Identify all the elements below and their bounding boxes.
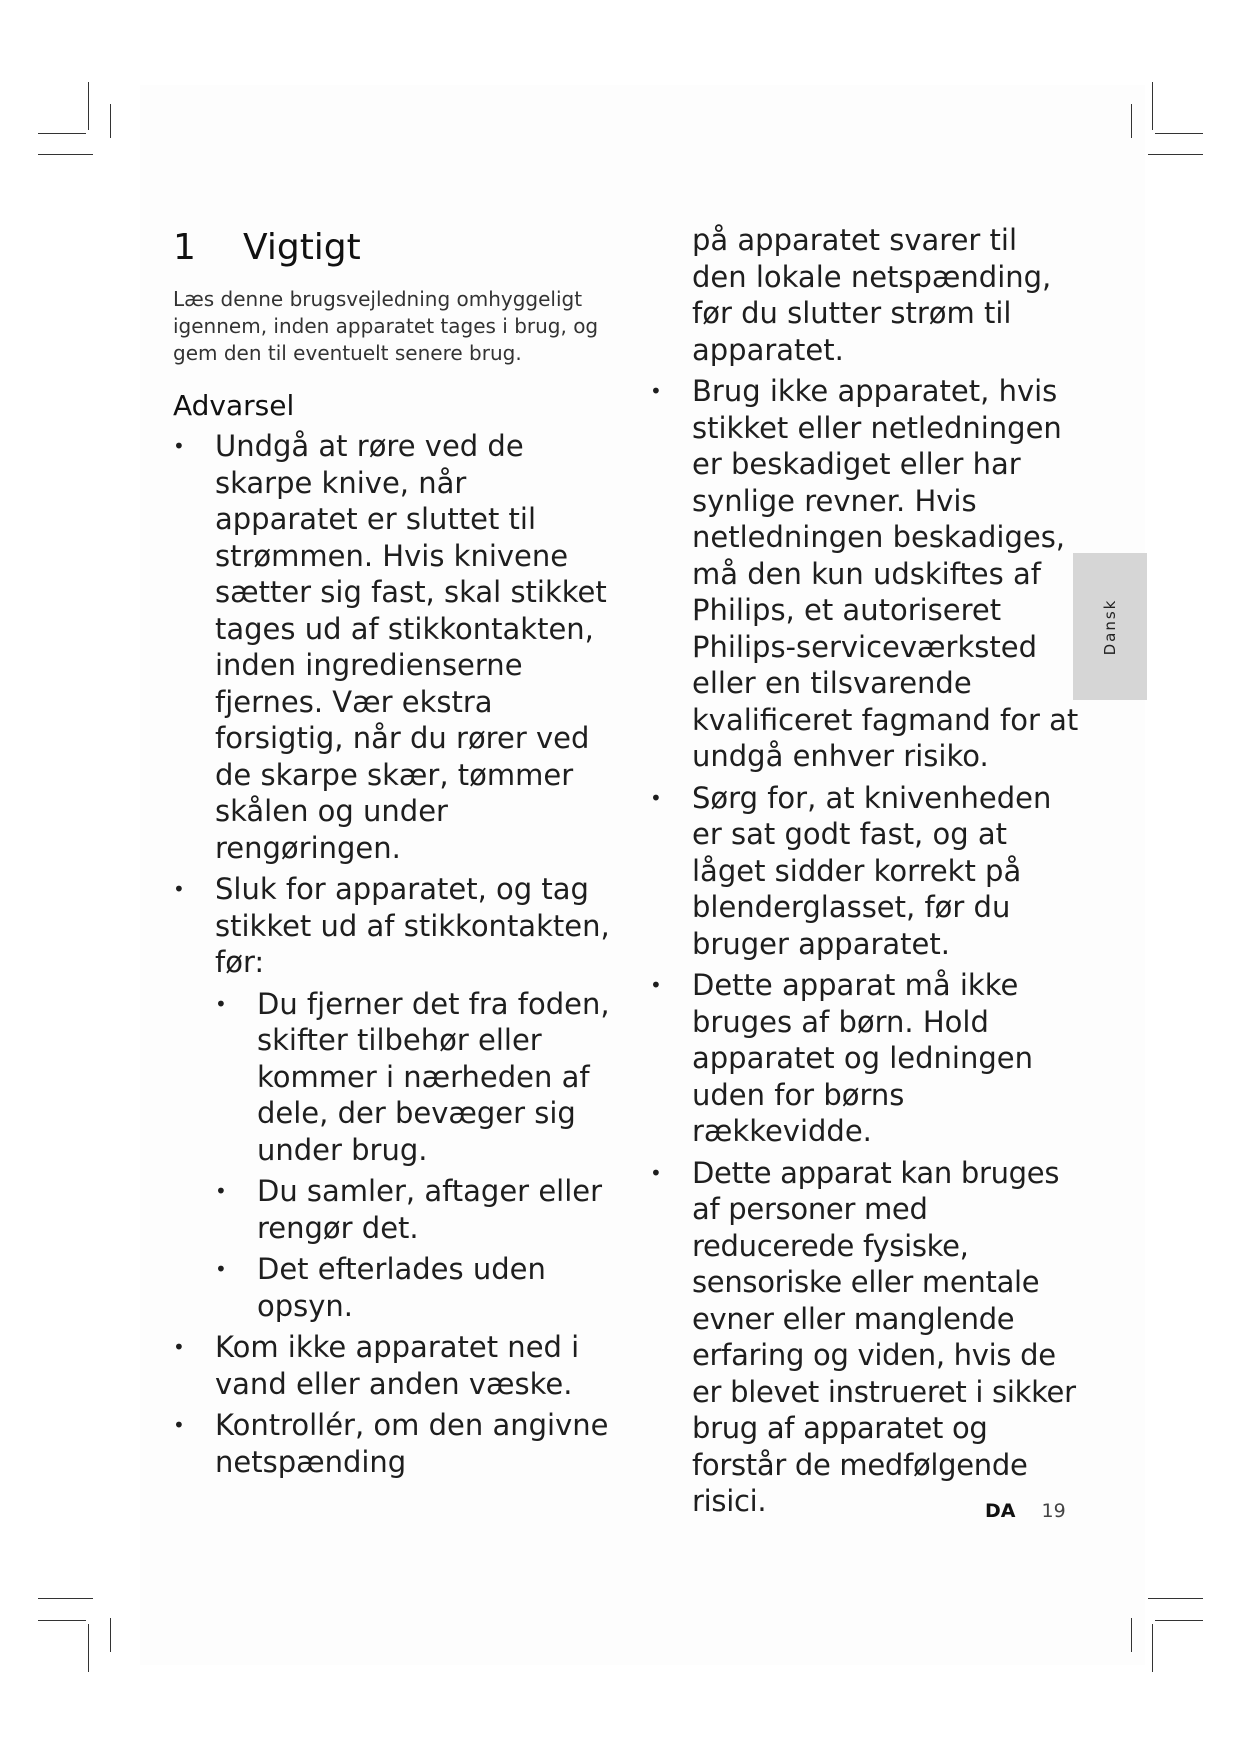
crop-mark — [110, 1618, 111, 1652]
list-item: • Dette apparat må ikke bruges af børn. Hold apparatet og ledningen uden for børns rækkevidde. — [650, 967, 1080, 1150]
list-item: • Kom ikke apparatet ned i vand eller anden væske. — [173, 1329, 613, 1402]
intro-paragraph: Læs denne brugsvejledning omhyggeligt igennem, inden apparatet tages i brug, og gem den til eventuelt senere brug. — [173, 287, 599, 365]
crop-mark — [1152, 82, 1153, 130]
list-item: • Sørg for, at knivenheden er sat godt fast, og at låget sidder korrekt på blenderglasset, før du bruger apparatet. — [650, 780, 1080, 963]
warning-list — [173, 428, 613, 1480]
crop-mark — [38, 133, 86, 134]
page-footer — [985, 1500, 1066, 1522]
list-item: • Sluk for apparatet, og tag stikket ud af stikkontakten, før: • Du fjerner det fra foden, skifter tilbehør eller kommer i nærheden af dele, der bevæger sig under brug. • Du samler, aftager eller rengør det. • Det efterlades uden opsyn. — [173, 871, 613, 1324]
crop-mark — [38, 1620, 86, 1621]
warning-list-continued — [650, 373, 1080, 1520]
sub-list-item: • Det efterlades uden opsyn. — [215, 1251, 613, 1324]
crop-mark — [1148, 154, 1203, 155]
footer-language-code: DA — [985, 1500, 1016, 1522]
list-item: • Brug ikke apparatet, hvis stikket eller netledningen er beskadiget eller har synlige revner. Hvis netledningen beskadiges, må den kun udskiftes af Philips, et autoriseret Philips-serviceværksted eller en tilsvarende kvalificeret fagmand for at undgå enhver risiko. — [650, 373, 1080, 775]
crop-mark — [1152, 1624, 1153, 1672]
crop-mark — [38, 154, 93, 155]
list-item: • Undgå at røre ved de skarpe knive, når apparatet er sluttet til strømmen. Hvis knivene sætter sig fast, skal stikket tages ud af stikkontakten, inden ingredienserne fjernes. Vær ekstra forsigtig, når du rører ved de skarpe skær, tømmer skålen og under rengøringen. — [173, 428, 613, 866]
left-column — [173, 226, 613, 1480]
crop-mark — [38, 1598, 93, 1599]
crop-mark — [1131, 104, 1132, 138]
chapter-number: 1 — [173, 227, 196, 268]
continued-text: på apparatet svarer til den lokale netspænding, før du slutter strøm til apparatet. — [692, 223, 1052, 367]
list-item: • Dette apparat kan bruges af personer med reducerede fysiske, sensoriske eller mentale evner eller manglende erfaring og viden, hvis de er blevet instrueret i sikker brug af apparatet og forstår de medfølgende risici. — [650, 1155, 1080, 1520]
warning-heading: Advarsel — [173, 389, 295, 422]
language-side-tab — [1073, 553, 1147, 700]
list-item: • Kontrollér, om den angivne netspænding — [173, 1407, 613, 1480]
sub-list-item: • Du fjerner det fra foden, skifter tilbehør eller kommer i nærheden af dele, der bevæger sig under brug. — [215, 986, 613, 1169]
crop-mark — [88, 1624, 89, 1672]
side-tab-label: Dansk — [1101, 598, 1119, 655]
page-number: 19 — [1041, 1500, 1066, 1522]
crop-mark — [88, 82, 89, 130]
sub-list-item: • Du samler, aftager eller rengør det. — [215, 1173, 613, 1246]
crop-mark — [1148, 1598, 1203, 1599]
sub-list — [215, 986, 613, 1325]
right-column — [650, 223, 1080, 1520]
chapter-title: Vigtigt — [243, 227, 361, 268]
crop-mark — [1131, 1618, 1132, 1652]
crop-mark — [1155, 1620, 1203, 1621]
crop-mark — [1155, 133, 1203, 134]
chapter-heading — [173, 226, 613, 270]
crop-mark — [110, 104, 111, 138]
